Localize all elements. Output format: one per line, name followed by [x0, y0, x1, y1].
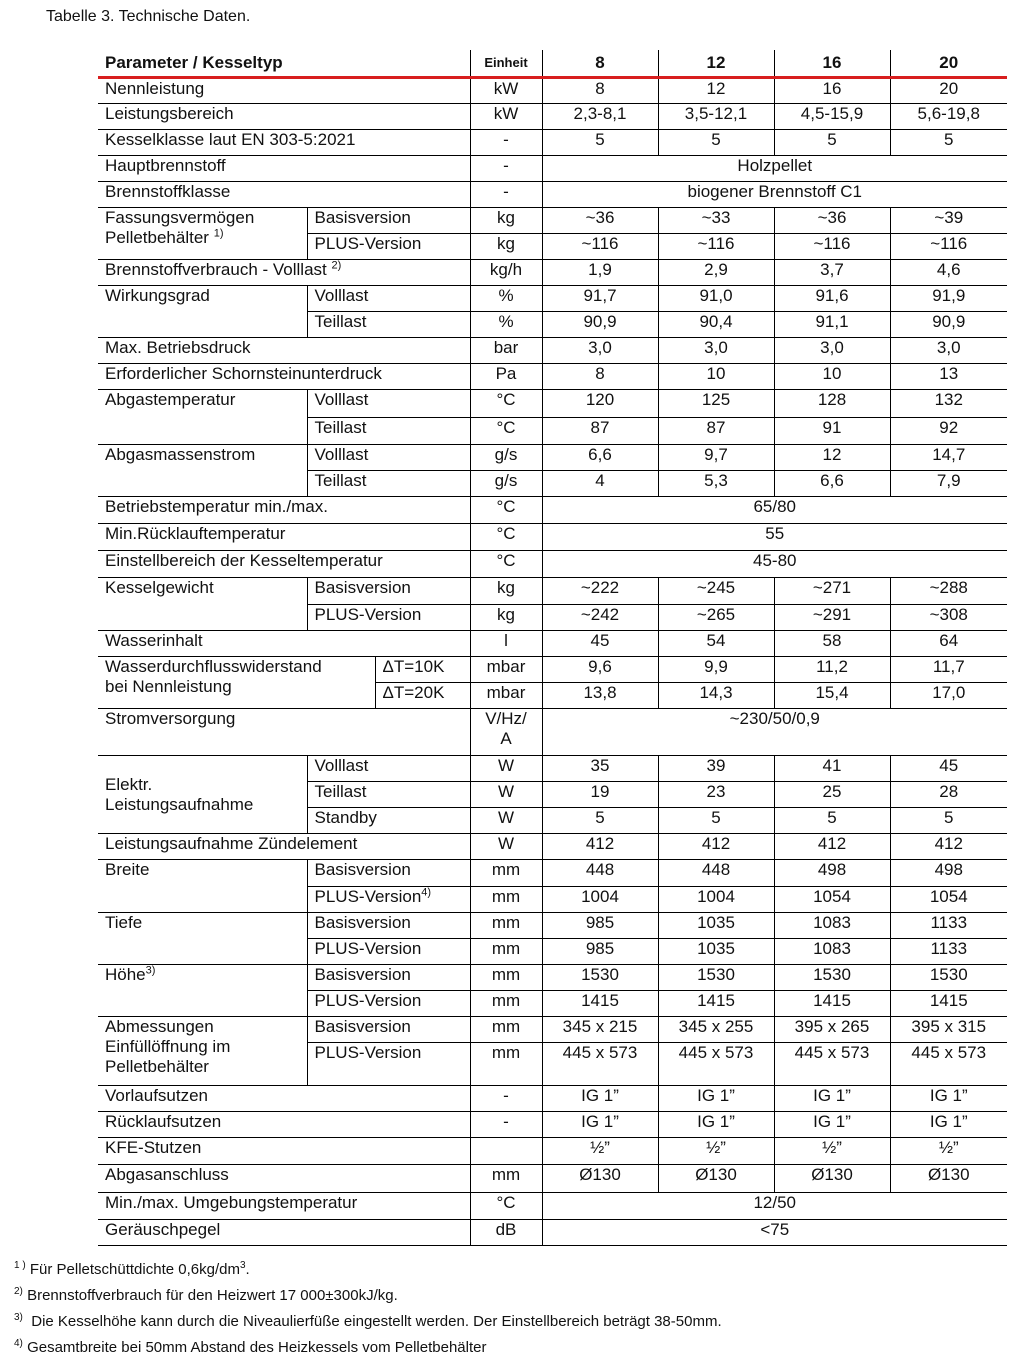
value-cell: ~245 [658, 578, 774, 605]
value-cell: 1133 [890, 939, 1007, 965]
value-cell: 5,6-19,8 [890, 104, 1007, 130]
merged-value-cell: 12/50 [542, 1193, 1007, 1220]
value-cell: ½” [542, 1138, 658, 1165]
sub-label: PLUS-Version [307, 605, 470, 631]
unit-cell: - [470, 1112, 542, 1138]
sub-label: Volllast [307, 445, 470, 471]
unit-cell: Pa [470, 364, 542, 390]
value-cell: 14,7 [890, 445, 1007, 471]
value-cell: ~116 [774, 234, 890, 260]
table-row [98, 860, 1007, 887]
value-cell: 3,0 [658, 338, 774, 364]
merged-value-cell: ~230/50/0,9 [542, 709, 1007, 756]
value-cell: 412 [774, 834, 890, 860]
table-row [98, 709, 1007, 756]
value-cell: 985 [542, 913, 658, 939]
value-cell: 412 [890, 834, 1007, 860]
value-cell: 6,6 [542, 445, 658, 471]
footnote: $^{3)}$ Die Kesselhöhe kann durch die Niveaulierfüße eingestellt werden. Der Einstellbereich beträgt 38-50mm. [14, 1312, 722, 1330]
value-cell: 12 [774, 445, 890, 471]
row-label: Kesselklasse laut EN 303-5:2021 [98, 130, 470, 156]
sub-label: Basisversion [307, 1017, 470, 1043]
row-label: Max. Betriebsdruck [98, 338, 470, 364]
value-cell: 128 [774, 390, 890, 418]
sub-label: PLUS-Version$^{4)}$ [307, 887, 470, 913]
table-row [98, 1220, 1007, 1246]
sub-label: PLUS-Version [307, 234, 470, 260]
merged-value-cell: <75 [542, 1220, 1007, 1246]
sub-label: Basisversion [307, 208, 470, 234]
row-label: Abgastemperatur [98, 390, 307, 445]
value-cell: 7,9 [890, 471, 1007, 497]
table-row [98, 1017, 1007, 1043]
value-cell: 9,6 [542, 657, 658, 683]
row-label: Erforderlicher Schornsteinunterdruck [98, 364, 470, 390]
value-cell: Ø130 [774, 1165, 890, 1193]
value-cell: 19 [542, 782, 658, 808]
table-row [98, 524, 1007, 551]
unit-cell: mm [470, 965, 542, 991]
table-caption: Tabelle 3. Technische Daten. [46, 8, 251, 25]
value-cell: 15,4 [774, 683, 890, 709]
unit-cell: kg [470, 234, 542, 260]
unit-cell: - [470, 1086, 542, 1112]
header-type: 8 [542, 50, 658, 78]
value-cell: 8 [542, 364, 658, 390]
unit-cell: mm [470, 1165, 542, 1193]
unit-cell: mm [470, 1017, 542, 1043]
unit-cell: mbar [470, 657, 542, 683]
value-cell: 10 [658, 364, 774, 390]
unit-cell: kW [470, 78, 542, 104]
value-cell: 16 [774, 78, 890, 104]
table-row [98, 156, 1007, 182]
value-cell: 3,7 [774, 260, 890, 286]
value-cell: 87 [658, 418, 774, 445]
sub-label: Teillast [307, 782, 470, 808]
value-cell: 120 [542, 390, 658, 418]
value-cell: 5 [890, 808, 1007, 834]
unit-cell: - [470, 156, 542, 182]
value-cell: 6,6 [774, 471, 890, 497]
row-label: Hauptbrennstoff [98, 156, 470, 182]
value-cell: 3,0 [542, 338, 658, 364]
merged-value-cell: 65/80 [542, 497, 1007, 524]
value-cell: 3,0 [890, 338, 1007, 364]
sub-label: Teillast [307, 418, 470, 445]
value-cell: IG 1” [542, 1086, 658, 1112]
unit-cell: °C [470, 1193, 542, 1220]
value-cell: 448 [658, 860, 774, 887]
value-cell: IG 1” [658, 1086, 774, 1112]
table-row [98, 390, 1007, 418]
value-cell: 1530 [658, 965, 774, 991]
row-label: Wirkungsgrad [98, 286, 307, 338]
value-cell: ~33 [658, 208, 774, 234]
sub-label: Basisversion [307, 578, 470, 605]
value-cell: Ø130 [658, 1165, 774, 1193]
row-label: Wasserinhalt [98, 631, 470, 657]
value-cell: ~242 [542, 605, 658, 631]
value-cell: 9,7 [658, 445, 774, 471]
value-cell: 5 [542, 808, 658, 834]
row-label: Tiefe [98, 913, 307, 965]
value-cell: 1083 [774, 939, 890, 965]
unit-cell: g/s [470, 471, 542, 497]
unit-cell: W [470, 808, 542, 834]
value-cell: 498 [890, 860, 1007, 887]
value-cell: 395 x 315 [890, 1017, 1007, 1043]
sub-label: Volllast [307, 390, 470, 418]
row-label: Breite [98, 860, 307, 913]
value-cell: 125 [658, 390, 774, 418]
unit-cell: kg [470, 605, 542, 631]
row-label: Abmessungen Einfüllöffnung im Pelletbehälter [98, 1017, 307, 1086]
value-cell: ~291 [774, 605, 890, 631]
table-row [98, 1165, 1007, 1193]
unit-cell [470, 1138, 542, 1165]
sub-label: Basisversion [307, 965, 470, 991]
value-cell: 1415 [658, 991, 774, 1017]
footnote: $^{1 )}$ Für Pelletschüttdichte $0,6kg/dm^3$. [14, 1260, 250, 1278]
value-cell: 5 [774, 808, 890, 834]
value-cell: 91,9 [890, 286, 1007, 312]
sub-label: ΔT=10K [375, 657, 470, 683]
value-cell: 45 [542, 631, 658, 657]
value-cell: 985 [542, 939, 658, 965]
value-cell: ~288 [890, 578, 1007, 605]
row-label: Kesselgewicht [98, 578, 307, 631]
footnote: $^{2)}$ Brennstoffverbrauch für den Heizwert 17 000±300kJ/kg. [14, 1286, 398, 1304]
value-cell: ~265 [658, 605, 774, 631]
table-row [98, 631, 1007, 657]
unit-cell: mbar [470, 683, 542, 709]
value-cell: 64 [890, 631, 1007, 657]
value-cell: 20 [890, 78, 1007, 104]
unit-cell: °C [470, 551, 542, 578]
value-cell: 1004 [658, 887, 774, 913]
table-row [98, 756, 1007, 782]
value-cell: 5 [658, 130, 774, 156]
row-label: Abgasanschluss [98, 1165, 470, 1193]
value-cell: 91 [774, 418, 890, 445]
value-cell: 498 [774, 860, 890, 887]
sub-label: Basisversion [307, 913, 470, 939]
value-cell: ~36 [774, 208, 890, 234]
value-cell: Ø130 [542, 1165, 658, 1193]
header-parameter: Parameter / Kesseltyp [98, 50, 470, 78]
unit-cell: °C [470, 418, 542, 445]
table-row [98, 104, 1007, 130]
table-row [98, 497, 1007, 524]
row-label: Min./max. Umgebungstemperatur [98, 1193, 470, 1220]
value-cell: 445 x 573 [890, 1043, 1007, 1086]
table-row [98, 260, 1007, 286]
value-cell: 4,5-15,9 [774, 104, 890, 130]
table-row [98, 182, 1007, 208]
sub-label: PLUS-Version [307, 939, 470, 965]
row-label: Wasserdurchflusswiderstand bei Nennleistung [98, 657, 375, 709]
value-cell: 5 [658, 808, 774, 834]
value-cell: 14,3 [658, 683, 774, 709]
header-type: 20 [890, 50, 1007, 78]
unit-cell: g/s [470, 445, 542, 471]
value-cell: 1415 [542, 991, 658, 1017]
unit-cell: - [470, 130, 542, 156]
unit-cell: mm [470, 860, 542, 887]
value-cell: 12 [658, 78, 774, 104]
unit-cell: W [470, 834, 542, 860]
footnotes [14, 1260, 722, 1364]
unit-cell: mm [470, 991, 542, 1017]
table-row [98, 78, 1007, 104]
value-cell: 87 [542, 418, 658, 445]
value-cell: 25 [774, 782, 890, 808]
value-cell: ½” [774, 1138, 890, 1165]
merged-value-cell: 55 [542, 524, 1007, 551]
value-cell: 5,3 [658, 471, 774, 497]
value-cell: 4,6 [890, 260, 1007, 286]
value-cell: 132 [890, 390, 1007, 418]
value-cell: 11,7 [890, 657, 1007, 683]
value-cell: 1035 [658, 913, 774, 939]
value-cell: 5 [890, 130, 1007, 156]
value-cell: 1035 [658, 939, 774, 965]
technical-data-table [98, 50, 1007, 1246]
value-cell: 1415 [774, 991, 890, 1017]
value-cell: ~116 [542, 234, 658, 260]
row-label: Elektr. Leistungsaufnahme [98, 756, 307, 834]
row-label: Vorlaufsutzen [98, 1086, 470, 1112]
value-cell: ~222 [542, 578, 658, 605]
table-row [98, 130, 1007, 156]
value-cell: 13 [890, 364, 1007, 390]
unit-cell: V/Hz/ A [470, 709, 542, 756]
table-row [98, 657, 1007, 683]
sub-label: Teillast [307, 312, 470, 338]
value-cell: IG 1” [542, 1112, 658, 1138]
value-cell: 91,6 [774, 286, 890, 312]
value-cell: IG 1” [890, 1086, 1007, 1112]
unit-cell: % [470, 286, 542, 312]
table-row [98, 1112, 1007, 1138]
unit-cell: kW [470, 104, 542, 130]
value-cell: ~308 [890, 605, 1007, 631]
value-cell: 445 x 573 [658, 1043, 774, 1086]
row-label: Einstellbereich der Kesseltemperatur [98, 551, 470, 578]
value-cell: ~116 [890, 234, 1007, 260]
row-label: Geräuschpegel [98, 1220, 470, 1246]
value-cell: Ø130 [890, 1165, 1007, 1193]
unit-cell: bar [470, 338, 542, 364]
unit-cell: kg [470, 578, 542, 605]
unit-cell: mm [470, 939, 542, 965]
value-cell: 8 [542, 78, 658, 104]
value-cell: 3,0 [774, 338, 890, 364]
footnote: $^{4)}$ Gesamtbreite bei 50mm Abstand des Heizkessels vom Pelletbehälter [14, 1338, 487, 1356]
sub-label: Basisversion [307, 860, 470, 887]
unit-cell: °C [470, 390, 542, 418]
value-cell: 1415 [890, 991, 1007, 1017]
value-cell: 90,4 [658, 312, 774, 338]
row-label: Betriebstemperatur min./max. [98, 497, 470, 524]
value-cell: ~116 [658, 234, 774, 260]
value-cell: 35 [542, 756, 658, 782]
value-cell: 345 x 255 [658, 1017, 774, 1043]
value-cell: 91,0 [658, 286, 774, 312]
unit-cell: W [470, 756, 542, 782]
sub-label: ΔT=20K [375, 683, 470, 709]
value-cell: 1530 [542, 965, 658, 991]
value-cell: 445 x 573 [542, 1043, 658, 1086]
value-cell: 345 x 215 [542, 1017, 658, 1043]
table-row [98, 364, 1007, 390]
value-cell: 1004 [542, 887, 658, 913]
value-cell: 1133 [890, 913, 1007, 939]
unit-cell: l [470, 631, 542, 657]
unit-cell: % [470, 312, 542, 338]
value-cell: ½” [890, 1138, 1007, 1165]
header-type: 12 [658, 50, 774, 78]
table-row [98, 286, 1007, 312]
value-cell: IG 1” [774, 1112, 890, 1138]
table-row [98, 208, 1007, 234]
value-cell: IG 1” [658, 1112, 774, 1138]
row-label: Stromversorgung [98, 709, 470, 756]
value-cell: 412 [658, 834, 774, 860]
table-row [98, 1138, 1007, 1165]
unit-cell: - [470, 182, 542, 208]
value-cell: 1054 [774, 887, 890, 913]
table-row [98, 834, 1007, 860]
value-cell: 90,9 [542, 312, 658, 338]
unit-cell: °C [470, 497, 542, 524]
table-row [98, 1193, 1007, 1220]
value-cell: 90,9 [890, 312, 1007, 338]
value-cell: 1530 [774, 965, 890, 991]
value-cell: 4 [542, 471, 658, 497]
value-cell: 1054 [890, 887, 1007, 913]
value-cell: 13,8 [542, 683, 658, 709]
row-label: Min.Rücklauftemperatur [98, 524, 470, 551]
merged-value-cell: biogener Brennstoff C1 [542, 182, 1007, 208]
sub-label: Teillast [307, 471, 470, 497]
value-cell: 1,9 [542, 260, 658, 286]
header-unit: Einheit [470, 50, 542, 78]
merged-value-cell: 45-80 [542, 551, 1007, 578]
row-label: Brennstoffverbrauch - Volllast $^{2)}$ [98, 260, 470, 286]
row-label: Leistungsaufnahme Zündelement [98, 834, 470, 860]
value-cell: 23 [658, 782, 774, 808]
unit-cell: °C [470, 524, 542, 551]
row-label: Höhe$^{3)}$ [98, 965, 307, 1017]
value-cell: ~36 [542, 208, 658, 234]
value-cell: 58 [774, 631, 890, 657]
value-cell: 91,1 [774, 312, 890, 338]
value-cell: 412 [542, 834, 658, 860]
value-cell: 17,0 [890, 683, 1007, 709]
value-cell: 5 [774, 130, 890, 156]
merged-value-cell: Holzpellet [542, 156, 1007, 182]
table-row [98, 913, 1007, 939]
value-cell: 11,2 [774, 657, 890, 683]
table-row [98, 965, 1007, 991]
table-row [98, 338, 1007, 364]
unit-cell: kg/h [470, 260, 542, 286]
table-row [98, 445, 1007, 471]
value-cell: ½” [658, 1138, 774, 1165]
value-cell: 2,3-8,1 [542, 104, 658, 130]
value-cell: 448 [542, 860, 658, 887]
table-row [98, 551, 1007, 578]
unit-cell: mm [470, 887, 542, 913]
value-cell: 5 [542, 130, 658, 156]
row-label: Rücklaufsutzen [98, 1112, 470, 1138]
value-cell: IG 1” [774, 1086, 890, 1112]
row-label: Brennstoffklasse [98, 182, 470, 208]
value-cell: 10 [774, 364, 890, 390]
value-cell: 3,5-12,1 [658, 104, 774, 130]
value-cell: 9,9 [658, 657, 774, 683]
table-row [98, 1086, 1007, 1112]
value-cell: 1083 [774, 913, 890, 939]
table-row [98, 578, 1007, 605]
value-cell: 395 x 265 [774, 1017, 890, 1043]
row-label: Leistungsbereich [98, 104, 470, 130]
value-cell: 1530 [890, 965, 1007, 991]
sub-label: PLUS-Version [307, 991, 470, 1017]
row-label: Abgasmassenstrom [98, 445, 307, 497]
sub-label: Volllast [307, 756, 470, 782]
value-cell: 445 x 573 [774, 1043, 890, 1086]
unit-cell: dB [470, 1220, 542, 1246]
value-cell: 91,7 [542, 286, 658, 312]
sub-label: Volllast [307, 286, 470, 312]
sub-label: PLUS-Version [307, 1043, 470, 1086]
unit-cell: mm [470, 913, 542, 939]
value-cell: 54 [658, 631, 774, 657]
value-cell: 41 [774, 756, 890, 782]
row-label: Nennleistung [98, 78, 470, 104]
header-type: 16 [774, 50, 890, 78]
row-label: Fassungsvermögen Pelletbehälter $^{1)}$ [98, 208, 307, 260]
header-row [98, 50, 1007, 78]
value-cell: 2,9 [658, 260, 774, 286]
value-cell: 39 [658, 756, 774, 782]
value-cell: ~271 [774, 578, 890, 605]
sub-label: Standby [307, 808, 470, 834]
unit-cell: W [470, 782, 542, 808]
value-cell: 28 [890, 782, 1007, 808]
value-cell: IG 1” [890, 1112, 1007, 1138]
unit-cell: kg [470, 208, 542, 234]
row-label: KFE-Stutzen [98, 1138, 470, 1165]
value-cell: ~39 [890, 208, 1007, 234]
unit-cell: mm [470, 1043, 542, 1086]
value-cell: 45 [890, 756, 1007, 782]
value-cell: 92 [890, 418, 1007, 445]
